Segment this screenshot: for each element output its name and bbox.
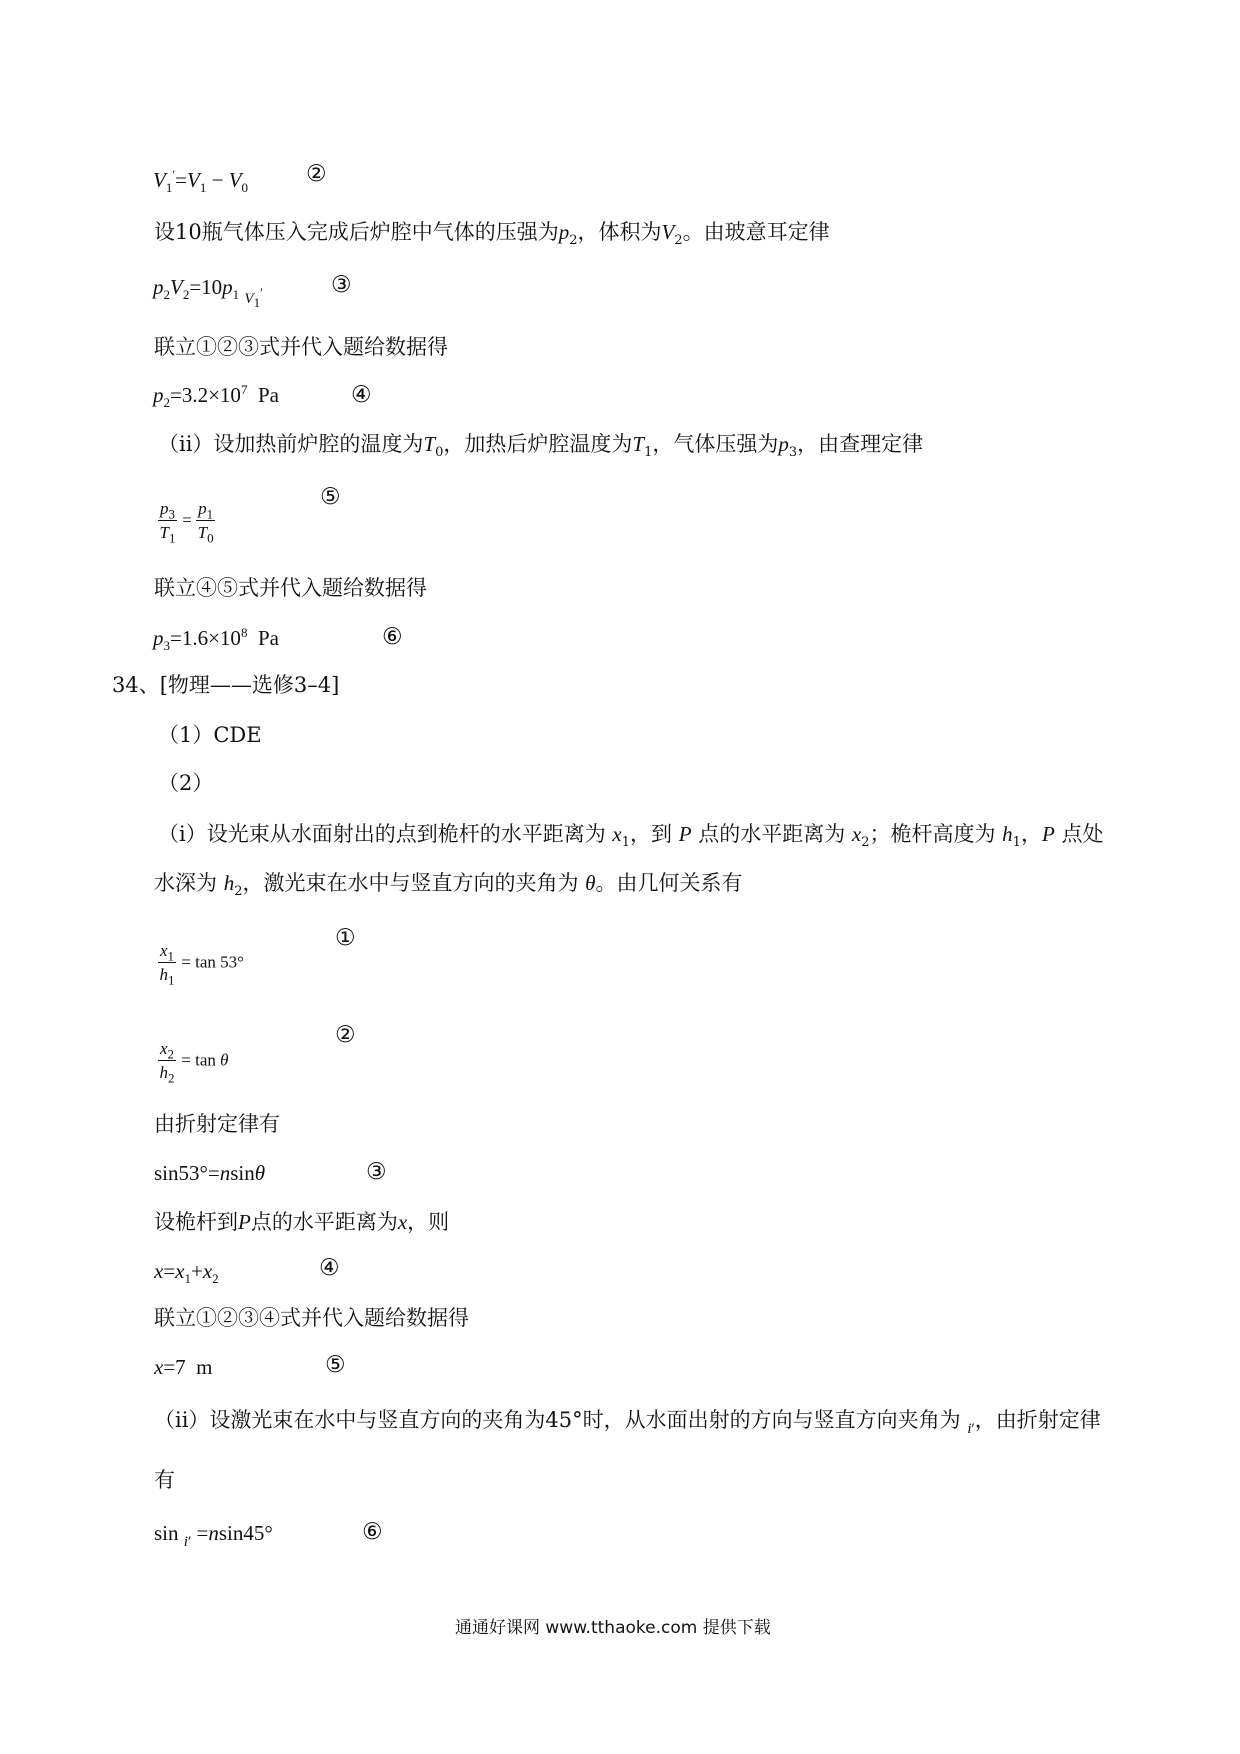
paragraph-line: 联立①②③④式并代入题给数据得 (154, 1306, 469, 1330)
equation-number: ⑤ (325, 1352, 346, 1378)
paragraph-line: 设10瓶气体压入完成后炉腔中气体的压强为$p_2$，体积为$V_2$。由玻意耳定律 (154, 220, 830, 249)
equation-tan-theta: $\frac{x_2}{h_2}$ = tan θ (159, 1039, 229, 1086)
paragraph-line: 有 (154, 1468, 175, 1492)
equation-tan53: $\frac{x_1}{h_1}$ = tan 53° (159, 941, 244, 988)
paragraph-line: （2） (158, 771, 214, 795)
equation-number: ③ (331, 272, 352, 298)
equation-p2-result: $p_2=3.2\times 10^7$ Pa (153, 382, 279, 411)
section-heading: 34、[物理——选修3–4] (112, 673, 340, 697)
equation-number: ③ (366, 1159, 387, 1185)
equation-x-result: x=7 m (154, 1355, 213, 1379)
paragraph-line: 设桅杆到P点的水平距离为x，则 (154, 1210, 450, 1234)
paragraph-line: 水深为 $h_2$，激光束在水中与竖直方向的夹角为 θ。由几何关系有 (154, 871, 743, 900)
equation-number: ⑥ (362, 1519, 383, 1545)
equation-number: ② (335, 1022, 356, 1048)
paragraph-line: 由折射定律有 (154, 1112, 280, 1136)
page-footer: 通通好课网 www.tthaoke.com 提供下载 (455, 1618, 771, 1638)
equation-refraction: sin53°=nsinθ (154, 1161, 266, 1185)
paragraph-line: 联立④⑤式并代入题给数据得 (154, 576, 427, 600)
equation-charles: $\frac{p_3}{T_1}$ = $\frac{p_1}{T_0}$ (159, 499, 214, 546)
equation-boyle: $p_2V_2=10p_1$ $_{V_1'}$ (153, 275, 263, 310)
equation-number: ④ (351, 382, 372, 408)
paragraph-line: （ii）设加热前炉腔的温度为$T_0$，加热后炉腔温度为$T_1$，气体压强为$p_3$，由查理定律 (158, 432, 924, 461)
equation-p3-result: $p_3=1.6\times 10^8$ Pa (153, 625, 279, 654)
equation-number: ⑤ (320, 484, 341, 510)
paragraph-line: （i）设光束从水面射出的点到桅杆的水平距离为 $x_1$，到 P 点的水平距离为 $x_2$；桅杆高度为 $h_1$，P 点处 (158, 822, 1104, 851)
equation-number: ⑥ (382, 624, 403, 650)
equation-number: ② (306, 161, 327, 187)
paragraph-line: 联立①②③式并代入题给数据得 (154, 335, 448, 359)
equation-x-sum: $x=x_1+x_2$ (154, 1259, 219, 1287)
equation-v1-prime: $V_1'=V_1 - V_0$ (153, 167, 249, 196)
equation-number: ④ (319, 1255, 340, 1281)
equation-refraction-45: sin $_{i'}$ =nsin45° (154, 1521, 273, 1550)
equation-number: ① (335, 925, 356, 951)
paragraph-line: （1）CDE (158, 723, 262, 747)
paragraph-line: （ii）设激光束在水中与竖直方向的夹角为45°时，从水面出射的方向与竖直方向夹角为 $_{i'}$，由折射定律 (154, 1408, 1101, 1437)
